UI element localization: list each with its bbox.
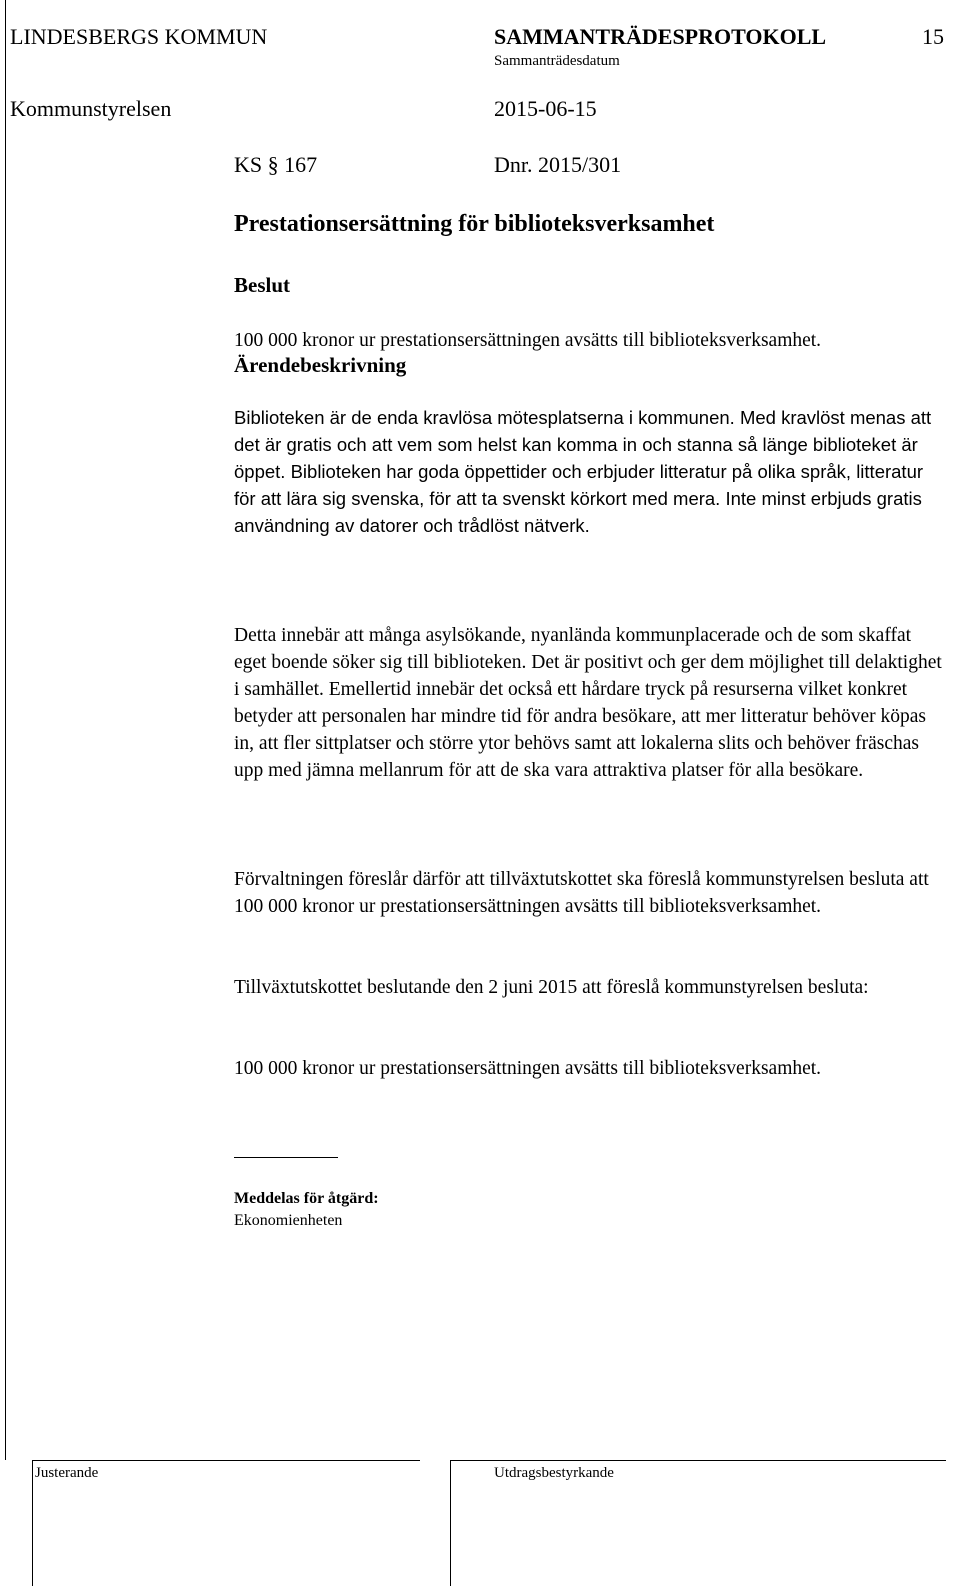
description-paragraph-3: Förvaltningen föreslår därför att tillväxtutskottet ska föreslå kommunstyrelsen besluta att 100 000 kronor ur prestationsersättningen avsätts till biblioteksverksamhet. xyxy=(234,869,929,917)
footer-divider-middle xyxy=(450,1460,451,1586)
justerande-label: Justerande xyxy=(35,1465,99,1481)
description-heading: Ärendebeskrivning xyxy=(234,353,407,377)
description-paragraph-4: Tillväxtutskottet beslutande den 2 juni 2015 att föreslå kommunstyrelsen besluta: xyxy=(234,977,869,998)
footer-divider-left xyxy=(32,1460,33,1586)
decision-text: 100 000 kronor ur prestationsersättningen avsätts till biblioteksverksamhet. xyxy=(234,330,822,351)
municipality-name: LINDESBERGS KOMMUN xyxy=(10,24,268,49)
notice-label: Meddelas för åtgärd: xyxy=(234,1190,379,1207)
description-paragraph-1: Biblioteken är de enda kravlösa mötesplatserna i kommunen. Med kravlöst menas att det är gratis och att vem som helst kan komma in och stanna så länge biblioteket är öppet. Biblioteken har goda öppettider och erbjuder litteratur på olika språk, litteratur för att lära sig svenska, för att ta svenskt körkort med mera. Inte minst erbjuds gratis användning av datorer och trådlöst nätverk. xyxy=(234,407,932,536)
case-paragraph: KS § 167 xyxy=(234,152,318,177)
description-paragraph-2: Detta innebär att många asylsökande, nyanlända kommunplacerade och de som skaffat eget boende söker sig till biblioteken. Det är positivt och ger dem möjlighet till delaktighet i samhället. Emellertid innebär det också ett hårdare tryck på resurserna vilket konkret betyder att personalen har mindre tid för andra besökare, att mer litteratur behöver köpas in, att fler sittplatser och större ytor behövs samt att lokalerna slits och behöver fräschas upp med jämna mellanrum för att de ska vara attraktiva platser för alla besökare. xyxy=(234,625,942,781)
notice-recipient: Ekonomienheten xyxy=(234,1212,343,1229)
page-number: 15 xyxy=(922,24,944,49)
document-type: SAMMANTRÄDESPROTOKOLL xyxy=(494,24,827,49)
decision-heading: Beslut xyxy=(234,273,291,297)
signature-line xyxy=(234,1157,338,1158)
description-paragraph-5: 100 000 kronor ur prestationsersättningen avsätts till biblioteksverksamhet. xyxy=(234,1058,822,1079)
date-label: Sammanträdesdatum xyxy=(494,53,620,69)
footer-line-left xyxy=(32,1460,420,1461)
footer-line-right xyxy=(450,1460,946,1461)
meeting-date: 2015-06-15 xyxy=(494,96,597,121)
page-title: Prestationsersättning för biblioteksverksamhet xyxy=(234,211,715,237)
left-margin-line xyxy=(5,0,6,1460)
utdragsbestyrkande-label: Utdragsbestyrkande xyxy=(494,1465,614,1481)
committee-name: Kommunstyrelsen xyxy=(10,96,172,121)
diary-number: Dnr. 2015/301 xyxy=(494,152,622,177)
